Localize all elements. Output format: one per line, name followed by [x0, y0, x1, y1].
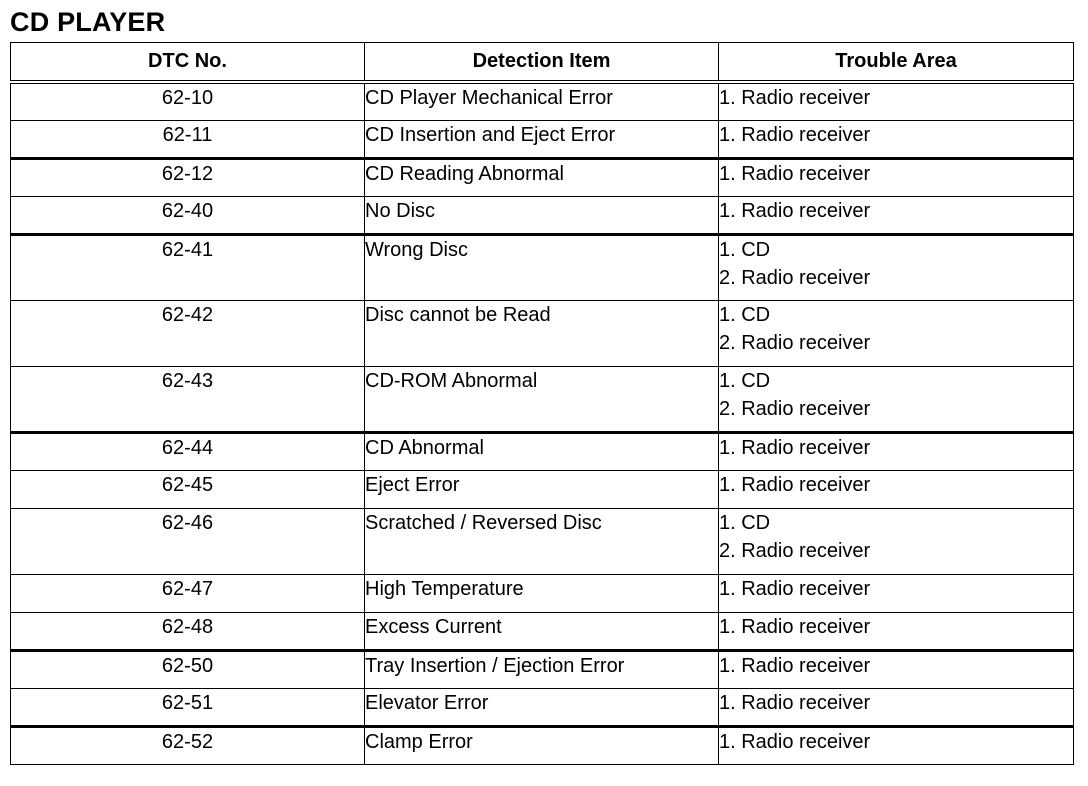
trouble-area-cell — [719, 234, 1074, 300]
trouble-area-cell — [719, 196, 1074, 234]
header-trouble-area: Trouble Area — [719, 43, 1074, 83]
table-row — [11, 688, 1074, 726]
trouble-area-item: 1. Radio receiver — [719, 473, 871, 496]
dtc-number-cell — [11, 366, 365, 432]
detection-item-cell — [365, 196, 719, 234]
dtc-number: 62-52 — [161, 730, 214, 753]
trouble-area-item: 1. Radio receiver — [719, 87, 871, 109]
trouble-area-item: 2. Radio receiver — [719, 331, 871, 354]
dtc-number: 62-42 — [161, 303, 214, 326]
table-row — [11, 574, 1074, 612]
dtc-number: 62-12 — [161, 162, 214, 185]
detection-item-cell — [365, 82, 719, 120]
trouble-area-cell — [719, 688, 1074, 726]
table-header-row — [11, 43, 1074, 83]
table-row — [11, 726, 1074, 764]
detection-item: No Disc — [365, 199, 436, 222]
dtc-number-cell — [11, 726, 365, 764]
dtc-number: 62-50 — [161, 654, 214, 677]
table-row — [11, 234, 1074, 300]
dtc-number: 62-40 — [161, 199, 214, 222]
table-row — [11, 470, 1074, 508]
trouble-area-cell — [719, 432, 1074, 470]
detection-item: High Temperature — [365, 577, 524, 600]
table-row — [11, 508, 1074, 574]
detection-item: Excess Current — [365, 615, 502, 638]
trouble-area-cell — [719, 366, 1074, 432]
table-row — [11, 612, 1074, 650]
trouble-area-cell — [719, 650, 1074, 688]
detection-item: Clamp Error — [365, 730, 473, 753]
dtc-number-cell — [11, 508, 365, 574]
trouble-area-item: 2. Radio receiver — [719, 397, 871, 420]
trouble-area-item: 1. CD — [719, 303, 771, 326]
detection-item: CD Reading Abnormal — [365, 162, 564, 185]
trouble-area-item: 2. Radio receiver — [719, 266, 871, 289]
trouble-area-item: 1. Radio receiver — [719, 436, 871, 459]
dtc-number: 62-51 — [161, 691, 214, 714]
dtc-number-cell — [11, 120, 365, 158]
table-row — [11, 120, 1074, 158]
dtc-number-cell — [11, 300, 365, 366]
detection-item: CD Player Mechanical Error — [365, 87, 613, 109]
detection-item: CD-ROM Abnormal — [365, 369, 538, 392]
table-row — [11, 196, 1074, 234]
table-row — [11, 158, 1074, 196]
dtc-number: 62-43 — [161, 369, 214, 392]
detection-item: CD Insertion and Eject Error — [365, 123, 616, 146]
detection-item: Wrong Disc — [365, 238, 468, 261]
trouble-area-cell — [719, 82, 1074, 120]
dtc-number: 62-41 — [161, 238, 214, 261]
trouble-area-item: 2. Radio receiver — [719, 539, 871, 562]
trouble-area-item: 1. Radio receiver — [719, 730, 871, 753]
dtc-number: 62-44 — [161, 436, 214, 459]
page-title: CD PLAYER — [10, 7, 166, 37]
trouble-area-item: 1. CD — [719, 369, 771, 392]
dtc-number-cell — [11, 196, 365, 234]
trouble-area-item: 1. Radio receiver — [719, 615, 871, 638]
dtc-number: 62-46 — [161, 511, 214, 534]
header-dtc-no: DTC No. — [11, 43, 365, 83]
trouble-area-item: 1. Radio receiver — [719, 691, 871, 714]
detection-item: Tray Insertion / Ejection Error — [365, 654, 625, 677]
dtc-number: 62-11 — [162, 123, 213, 146]
detection-item-cell — [365, 726, 719, 764]
trouble-area-cell — [719, 300, 1074, 366]
detection-item: Eject Error — [365, 473, 460, 496]
dtc-number-cell — [11, 688, 365, 726]
table-row — [11, 366, 1074, 432]
trouble-area-item: 1. Radio receiver — [719, 654, 871, 677]
detection-item-cell — [365, 432, 719, 470]
trouble-area-cell — [719, 726, 1074, 764]
detection-item-cell — [365, 688, 719, 726]
detection-item: Elevator Error — [365, 691, 489, 714]
dtc-number: 62-47 — [161, 577, 214, 600]
dtc-table — [10, 42, 1074, 765]
table-row — [11, 432, 1074, 470]
table-body — [11, 82, 1074, 764]
dtc-number: 62-48 — [161, 615, 214, 638]
trouble-area-cell — [719, 574, 1074, 612]
trouble-area-cell — [719, 612, 1074, 650]
detection-item-cell — [365, 158, 719, 196]
detection-item: Disc cannot be Read — [365, 303, 551, 326]
detection-item-cell — [365, 300, 719, 366]
detection-item-cell — [365, 234, 719, 300]
dtc-number-cell — [11, 650, 365, 688]
dtc-number-cell — [11, 612, 365, 650]
trouble-area-cell — [719, 470, 1074, 508]
dtc-number-cell — [11, 158, 365, 196]
dtc-number-cell — [11, 470, 365, 508]
table-row — [11, 82, 1074, 120]
table-row — [11, 650, 1074, 688]
trouble-area-item: 1. Radio receiver — [719, 577, 871, 600]
dtc-number-cell — [11, 234, 365, 300]
dtc-number-cell — [11, 82, 365, 120]
dtc-number: 62-45 — [161, 473, 214, 496]
detection-item-cell — [365, 612, 719, 650]
detection-item: CD Abnormal — [365, 436, 484, 459]
trouble-area-cell — [719, 120, 1074, 158]
dtc-number-cell — [11, 574, 365, 612]
detection-item: Scratched / Reversed Disc — [365, 511, 602, 534]
detection-item-cell — [365, 120, 719, 158]
detection-item-cell — [365, 650, 719, 688]
dtc-number: 62-10 — [161, 87, 214, 109]
trouble-area-item: 1. CD — [719, 511, 771, 534]
detection-item-cell — [365, 508, 719, 574]
trouble-area-item: 1. Radio receiver — [719, 162, 871, 185]
detection-item-cell — [365, 574, 719, 612]
trouble-area-item: 1. Radio receiver — [719, 199, 871, 222]
header-detection-item: Detection Item — [365, 43, 719, 83]
trouble-area-item: 1. CD — [719, 238, 771, 261]
detection-item-cell — [365, 366, 719, 432]
trouble-area-cell — [719, 158, 1074, 196]
detection-item-cell — [365, 470, 719, 508]
trouble-area-cell — [719, 508, 1074, 574]
table-row — [11, 300, 1074, 366]
dtc-number-cell — [11, 432, 365, 470]
trouble-area-item: 1. Radio receiver — [719, 123, 871, 146]
